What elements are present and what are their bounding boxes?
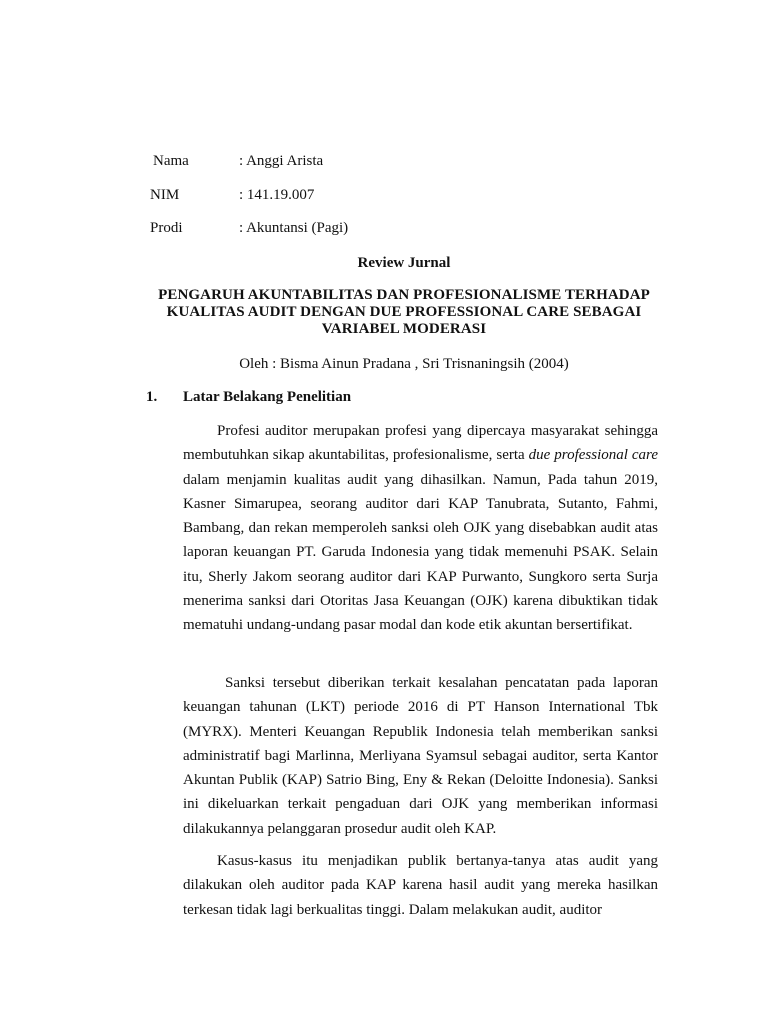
journal-title-line: KUALITAS AUDIT DENGAN DUE PROFESSIONAL CARE SEBAGAI	[166, 304, 642, 320]
italic-term: due professional care	[528, 447, 658, 464]
authors-line: Oleh : Bisma Ainun Pradana , Sri Trisnaningsih (2004)	[239, 356, 569, 372]
section-number: 1.	[146, 389, 158, 405]
nim-value: : 141.19.007	[239, 187, 315, 203]
section-title: Latar Belakang Penelitian	[183, 389, 352, 405]
body-paragraph	[183, 671, 658, 841]
paragraph-text: Sanksi tersebut diberikan terkait kesalahan pencatatan pada laporan keuangan tahunan (LKT) periode 2016 di PT Hanson International Tbk (MYRX). Menteri Keuangan Republik Indonesia telah memberikan sanksi administratif bagi Marlinna, Merliyana Syamsul sebagai auditor, serta Kantor Akuntan Publik (KAP) Satrio Bing, Eny & Rekan (Deloitte Indonesia). Sanksi ini dikeluarkan terkait pengaduan dari OJK yang memberikan informasi dilakukannya pelanggaran prosedur audit oleh KAP.	[183, 675, 658, 837]
paragraph-text: Profesi auditor merupakan profesi yang dipercaya masyarakat sehingga membutuhkan sikap akuntabilitas, profesionalisme, serta	[183, 423, 658, 464]
body-paragraph	[183, 849, 658, 922]
student-nim-row	[150, 184, 630, 206]
journal-title-line: VARIABEL MODERASI	[321, 321, 487, 337]
nim-label: NIM	[150, 187, 180, 203]
body-paragraph	[183, 419, 658, 638]
name-label: Nama	[153, 153, 189, 169]
journal-title	[150, 287, 658, 338]
prodi-label: Prodi	[150, 220, 183, 236]
prodi-value: : Akuntansi (Pagi)	[239, 220, 349, 236]
review-heading: Review Jurnal	[357, 255, 451, 271]
paragraph-text: Kasus-kasus itu menjadikan publik bertanya-tanya atas audit yang dilakukan oleh auditor pada KAP karena hasil audit yang mereka hasilkan terkesan tidak lagi berkualitas tinggi. Dalam melakukan audit, auditor	[183, 853, 658, 918]
paragraph-text: dalam menjamin kualitas audit yang dihasilkan. Namun, Pada tahun 2019, Kasner Simarupea, seorang auditor dari KAP Tanubrata, Sutanto, Fahmi, Bambang, dan rekan memperoleh sanksi oleh OJK yang disebabkan audit atas laporan keuangan PT. Garuda Indonesia yang tidak memenuhi PSAK. Selain itu, Sherly Jakom seorang auditor dari KAP Purwanto, Sungkoro serta Surja menerima sanksi dari Otoritas Jasa Keuangan (OJK) karena dibuktikan tidak mematuhi undang-undang pasar modal dan kode etik akuntan bersertifikat.	[183, 471, 658, 634]
student-name-row	[150, 150, 630, 172]
student-prodi-row	[150, 217, 630, 239]
journal-title-line: PENGARUH AKUNTABILITAS DAN PROFESIONALISME TERHADAP	[158, 287, 650, 303]
name-value: : Anggi Arista	[239, 153, 324, 169]
